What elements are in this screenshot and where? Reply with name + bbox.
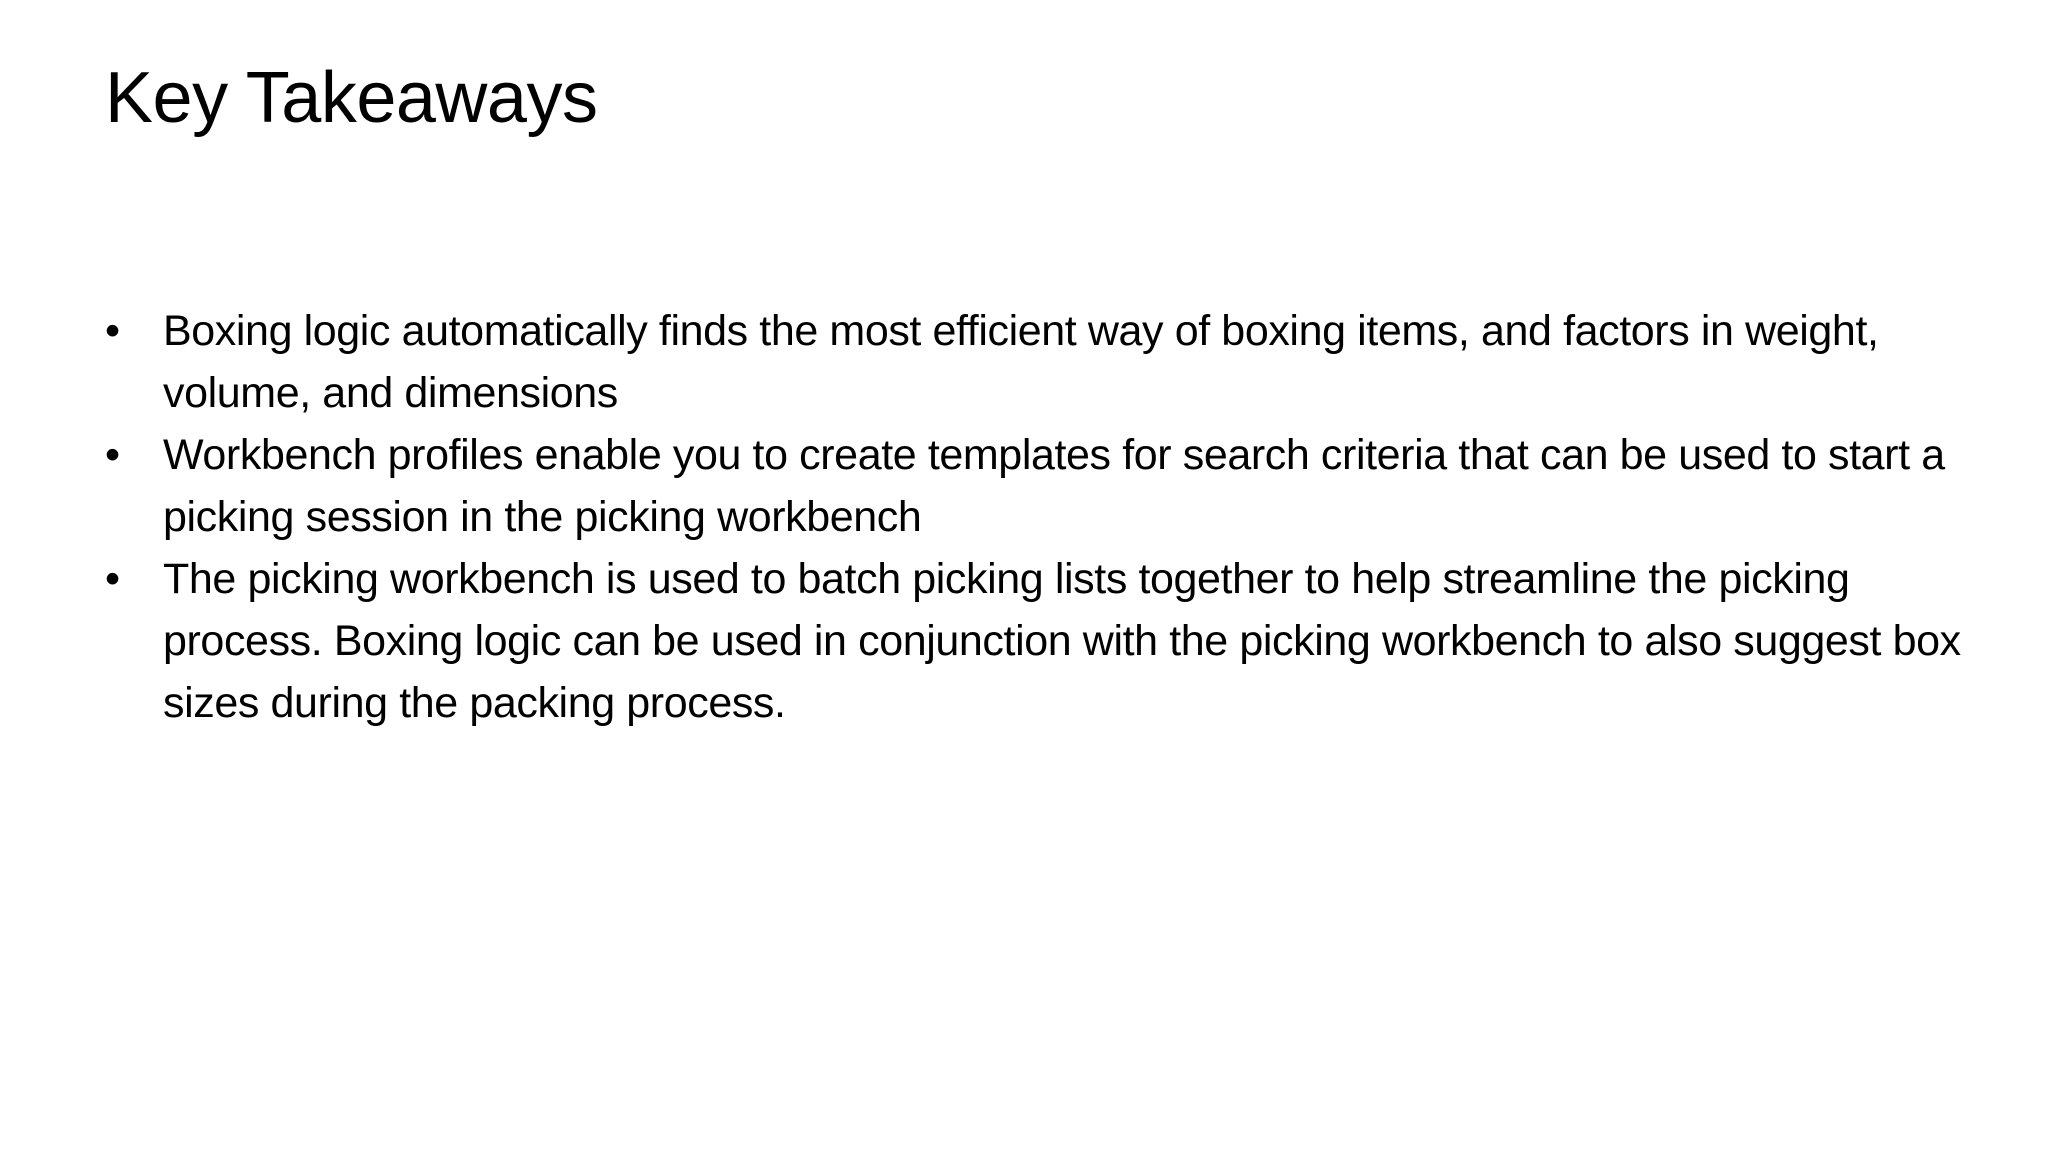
bullet-icon: •	[105, 431, 120, 479]
bullet-icon: •	[105, 307, 120, 355]
slide-title: Key Takeaways	[105, 58, 598, 138]
bullet-icon: •	[105, 555, 120, 603]
bullet-item-picking-workbench	[105, 548, 1985, 734]
bullet-item-boxing-logic	[105, 300, 1985, 424]
bullet-text: The picking workbench is used to batch picking lists together to help streamline the picking process. Boxing logic can be used in conjunction with the picking workbench to also suggest box sizes during the packing process.	[163, 555, 1961, 727]
bullet-item-workbench-profiles	[105, 424, 1985, 548]
bullet-list	[105, 300, 1985, 734]
bullet-text: Boxing logic automatically finds the most efficient way of boxing items, and factors in weight, volume, and dimensions	[163, 307, 1879, 417]
bullet-text: Workbench profiles enable you to create templates for search criteria that can be used to start a picking session in the picking workbench	[163, 431, 1945, 541]
